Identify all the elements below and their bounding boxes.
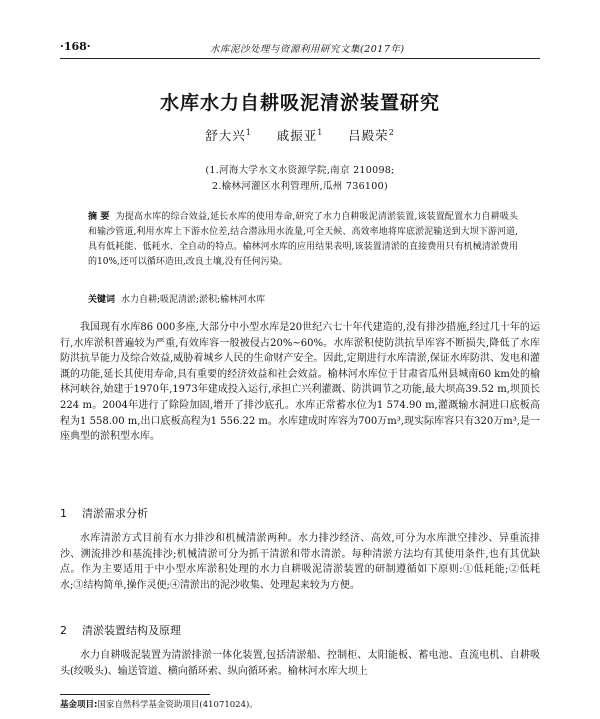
author-name: 戚振亚 [276,128,318,143]
article-title: 水库水力自耕吸泥清淤装置研究 [159,92,440,114]
author-affiliation-mark: 1 [245,127,252,137]
running-title: 水库泥沙处理与资源利用研究文集(2017年) [210,44,405,55]
author-affiliation-mark: 1 [317,127,324,137]
section-title: 清淤装置结构及原理 [82,624,181,637]
intro-paragraph: 我国现有水库86 000多座,大部分中小型水库是20世纪六七十年代建造的,没有排沙措施,经过几十年的运行,水库淤积普遍较为严重,有效库容一般被侵占20%~60%。水库淤积使防洪抗旱库容不断损失,降低了水库防洪抗旱能力及综合效益,威胁着城乡人民的生命财产安全。因此,定期进行水库清淤,保证水库防洪、发电和灌溉的功能,延长其使用寿命,具有重要的经济效益和社会效益。榆林河水库位于甘肃省瓜州县城南60 km处的榆林河峡谷,始建于1970年,1973年建成投入运行,承担亡兴利灌溉、防洪调节之功能,最大坝高39.52 m,坝顶长224 m。2004年进行了除险加固,增开了排沙底孔。水库正常蓄水位为1 574.90 m,灌溉输水洞进口底板高程为1 558.00 m,出口底板高程为1 556.22 m。水库建成时库容为700万m³,现实际库容只有320万m³,是一座典型的淤积型水库。 [60,322,540,443]
abstract [88,210,518,270]
author-name: 吕殿荣 [348,128,389,143]
section-number: 2 [60,624,67,637]
funding-footnote [60,698,258,710]
affiliation: (1.河海大学水文水资源学院,南京 210098; [205,165,395,176]
keywords-label: 关键词 [88,295,116,305]
section-heading [60,505,148,521]
footnote-divider [60,694,210,695]
section1-paragraph: 水库清淤方式目前有水力排沙和机械清淤两种。水力排沙经济、高效,可分为水库泄空排沙、异重流排沙、溯流排沙和基流排沙;机械清淤可分为抓干清淤和带水清淤。每种清淤方法均有其使用条件,也有其优缺点。作为主要适用于中小型水库淤积处理的水力自耕吸泥清淤装置的研制遵循如下原则:①低耗能;②低耗水;③结构简单,操作灵便;④清淤出的泥沙收集、处理起来较为方便。 [60,533,540,591]
abstract-text: 为提高水库的综合效益,延长水库的使用寿命,研究了水力自耕吸泥清淤装置,该装置配置水力自耕吸头和输沙管道,利用水库上下游水位差,结合潜泳用水流量,可全天候、高效率地将库底淤泥输送到大坝下游河道,具有低耗能、低耗水、全自动的特点。榆林河水库的应用结果表明,该装置清淤的直接费用只有机械清淤费用的10%,还可以循环造田,改良土壤,没有任何污染。 [88,212,518,267]
footnote-text: 国家自然科学基金资助项目(41071024)。 [97,700,258,710]
section-heading [60,622,181,638]
page-header [60,40,560,56]
author-list [0,126,600,144]
keywords-text: 水力自耕;吸泥清淤;淤积;榆林河水库 [121,295,266,305]
affiliation: 2.榆林河灌区水利管理所,瓜州 736100) [212,181,388,192]
section-title: 清淤需求分析 [82,507,148,520]
section2-paragraph: 水力自耕吸泥装置为清淤排淤一体化装置,包括清淤船、控制柜、太阳能板、蓄电池、直流电机、自耕吸头(绞吸头)、输送管道、横向循环索、纵向循环索。榆林河水库大坝上 [60,650,540,677]
header-divider [60,58,540,59]
page-number: ·168· [60,40,91,53]
author-affiliation-mark: 2 [388,127,395,137]
keywords [88,292,518,305]
footnote-label: 基金项目: [60,700,98,710]
section-number: 1 [60,507,67,520]
author-name: 舒大兴 [205,128,246,143]
abstract-label: 摘 要 [88,212,110,222]
